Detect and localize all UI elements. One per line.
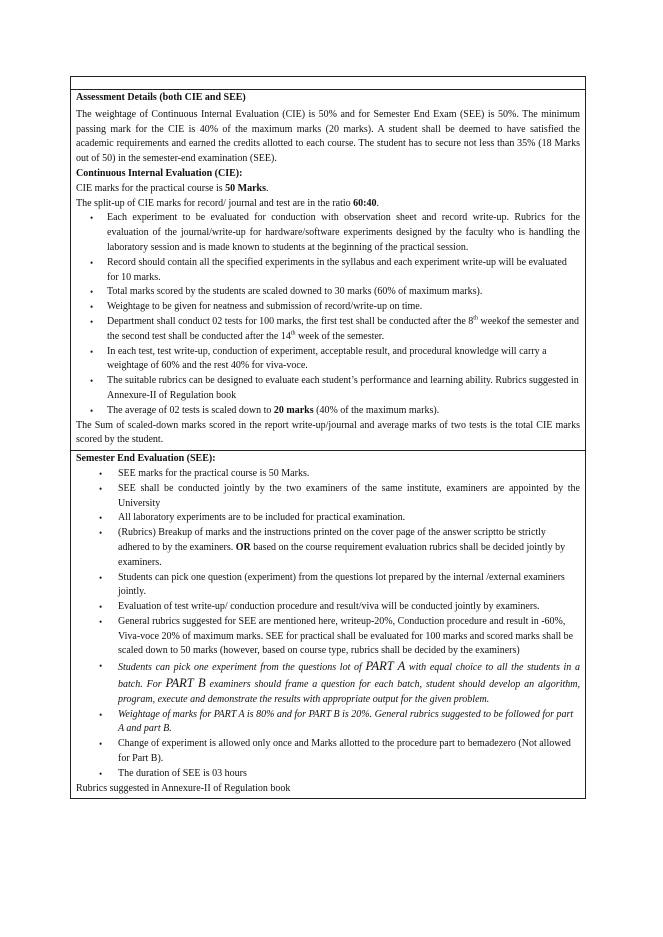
see-section [71, 450, 585, 798]
list-item: • The duration of SEE is 03 hours [76, 767, 580, 782]
see-heading: Semester End Evaluation (SEE): [76, 453, 216, 465]
list-item: • SEE shall be conducted jointly by the two examiners of the same institute, examiners are appointed by the University [76, 482, 580, 512]
list-item: • (Rubrics) Breakup of marks and the instructions printed on the cover page of the answer scriptto be strictly adhered to by the examiners. OR based on the course requirement evaluation rubrics shall be decided jointly by examiners. [76, 526, 580, 570]
cie-sum-text: The Sum of scaled-down marks scored in the report write-up/journal and average marks of two tests is the total CIE marks scored by the student. [76, 419, 580, 446]
see-bullet-list [76, 467, 580, 782]
see-footer-text: Rubrics suggested in Annexure-II of Regulation book [76, 782, 291, 794]
assessment-intro: The weightage of Continuous Internal Evaluation (CIE) is 50% and for Semester End Exam (SEE) is 50%. The minimum passing mark for the CIE is 40% of the maximum marks (20 marks). A student shall be deemed to have satisfied the academic requirements and earned the credits allotted to each course. The student has to secure not less than 35% (18 Marks out of 50) in the semester-end examination (SEE). [76, 108, 580, 165]
cie-section [71, 90, 585, 450]
list-item: • Students can pick one question (experiment) from the questions lot prepared by the internal /external examiners jointly. [76, 571, 580, 601]
list-item: • Weightage to be given for neatness and submission of record/write-up on time. [76, 300, 580, 315]
list-item: • Total marks scored by the students are scaled downed to 30 marks (60% of maximum marks). [76, 285, 580, 300]
assessment-table [70, 76, 586, 799]
list-item: • General rubrics suggested for SEE are mentioned here, writeup-20%, Conduction procedure and result in -60%, Viva-voce 20% of maximum marks. SEE for practical shall be evaluated for 100 marks and scored marks shall be scaled down to 50 marks (however, based on course type, rubrics shall be decided by the examiners) [76, 615, 580, 659]
list-item: • All laboratory experiments are to be included for practical examination. [76, 511, 580, 526]
cie-heading: Continuous Internal Evaluation (CIE): [76, 167, 243, 179]
list-item: • The suitable rubrics can be designed to evaluate each student’s performance and learning ability. Rubrics suggested in Annexure-II of Regulation book [76, 374, 580, 404]
list-item: • Evaluation of test write-up/ conduction procedure and result/viva will be conducted jointly by examiners. [76, 600, 580, 615]
list-item: • Weightage of marks for PART A is 80% and for PART B is 20%. General rubrics suggested to be followed for part A and part B. [76, 708, 580, 738]
cie-bullet-list [76, 211, 580, 418]
list-item: • In each test, test write-up, conduction of experiment, acceptable result, and procedural knowledge will carry a weightage of 60% and the rest 40% for viva-voce. [76, 345, 580, 375]
list-item: • Department shall conduct 02 tests for 100 marks, the first test shall be conducted after the 8th weekof the semester and the second test shall be conducted after the 14th week of the semester. [76, 315, 580, 345]
list-item: • Each experiment to be evaluated for conduction with observation sheet and record write-up. Rubrics for the evaluation of the journal/write-up for hardware/software experiments designed by the faculty who is handling the laboratory session and is made known to students at the beginning of the practical session. [76, 211, 580, 255]
cie-marks-line: CIE marks for the practical course is 50 Marks. [76, 182, 269, 194]
cie-split-line: The split-up of CIE marks for record/ journal and test are in the ratio 60:40. [76, 197, 379, 209]
list-item: • Change of experiment is allowed only once and Marks allotted to the procedure part to bemadezero (Not allowed for Part B). [76, 737, 580, 767]
list-item: • The average of 02 tests is scaled down to 20 marks (40% of the maximum marks). [76, 404, 580, 419]
list-item: • Students can pick one experiment from the questions lot of PART A with equal choice to all the students in a batch. For PART B examiners should frame a question for each batch, student should develop an algorithm, program, execute and demonstrate the results with appropriate output for the given problem. [76, 659, 580, 707]
list-item: • Record should contain all the specified experiments in the syllabus and each experiment write-up will be evaluated for 10 marks. [76, 256, 580, 286]
assessment-heading: Assessment Details (both CIE and SEE) [76, 92, 246, 103]
list-item: • SEE marks for the practical course is 50 Marks. [76, 467, 580, 482]
table-top-strip [71, 77, 585, 90]
